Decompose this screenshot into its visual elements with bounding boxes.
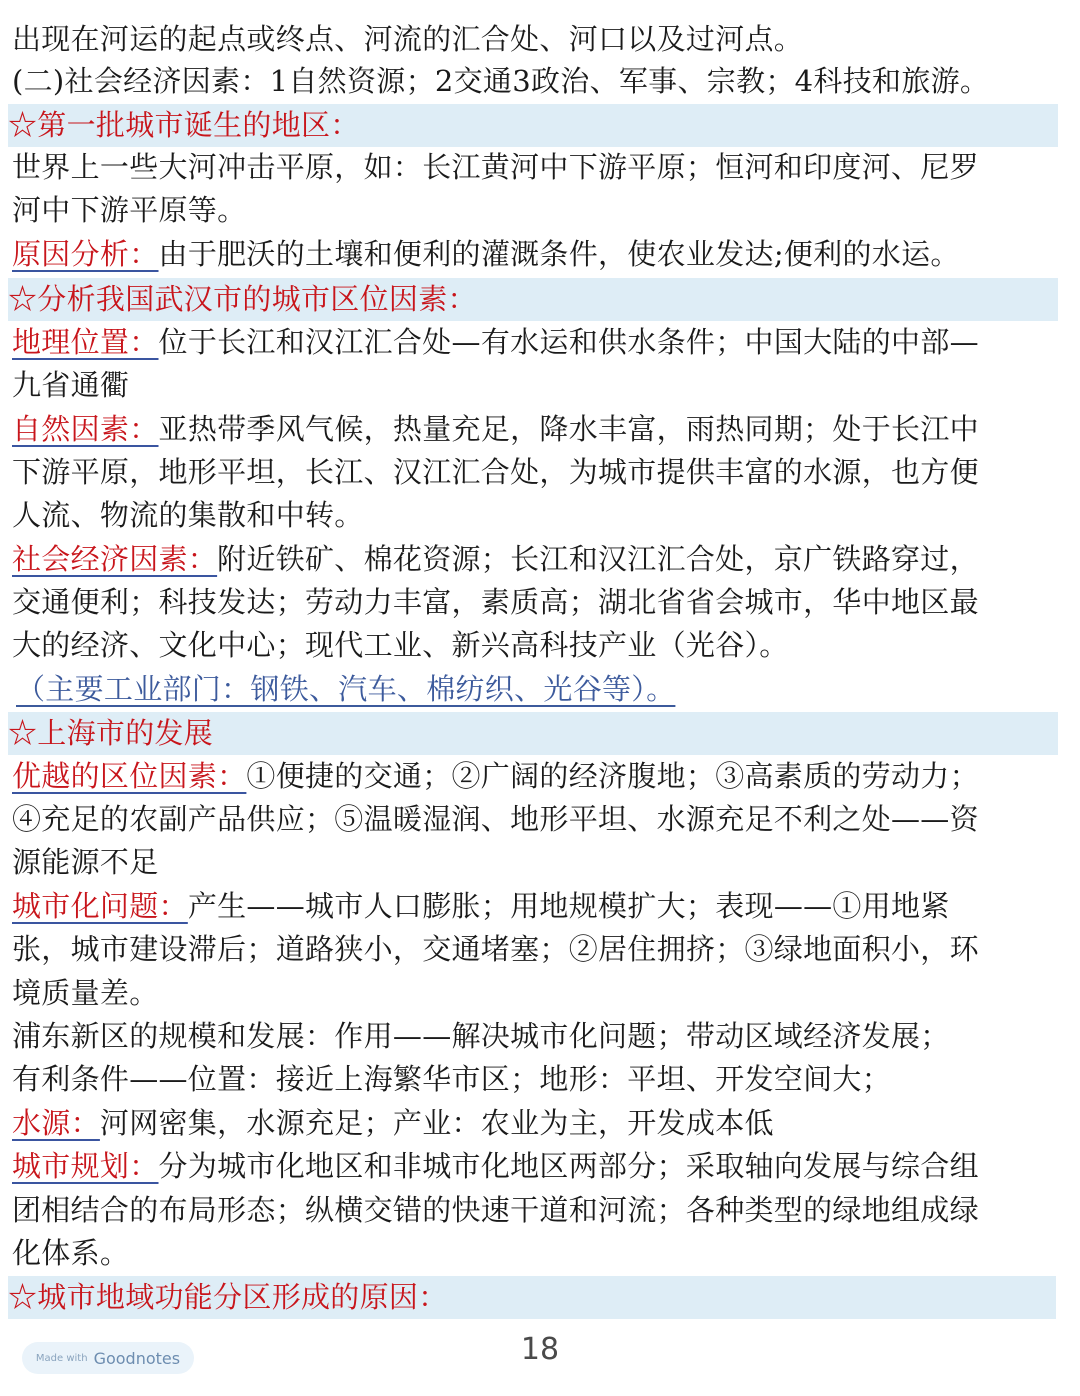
red-label: 原因分析： (12, 237, 159, 271)
text-line (12, 581, 1056, 624)
text-line (12, 451, 1056, 494)
text-line (12, 538, 1056, 581)
text-span: 亚热带季风气候，热量充足，降水丰富，雨热同期；处于长江中 (158, 412, 979, 446)
text-span: 世界上一些大河冲击平原，如：长江黄河中下游平原；恒河和印度河、尼罗 (12, 150, 979, 184)
heading-text: ☆分析我国武汉市的城市区位因素： (8, 282, 477, 316)
text-span: 人流、物流的集散和中转。 (12, 498, 364, 532)
text-line (12, 321, 1056, 364)
text-line (12, 1102, 1056, 1145)
text-line (12, 408, 1056, 451)
text-span: 团相结合的布局形态；纵横交错的快速干道和河流；各种类型的绿地组成绿 (12, 1193, 979, 1227)
text-line (12, 146, 1056, 189)
text-line (12, 189, 1056, 232)
red-label: 社会经济因素： (12, 542, 218, 576)
heading-text: ☆上海市的发展 (8, 716, 214, 750)
text-line (12, 18, 1056, 61)
text-line (12, 1015, 1056, 1058)
text-line (12, 233, 1056, 276)
made-with-text: Made with (35, 1352, 88, 1364)
text-span: 化体系。 (12, 1236, 130, 1270)
text-span: 交通便利；科技发达；劳动力丰富，素质高；湖北省省会城市，华中地区最 (12, 585, 979, 619)
text-line (12, 60, 1056, 103)
text-span: 九省通衢 (12, 368, 130, 402)
text-span: 大的经济、文化中心；现代工业、新兴高科技产业（光谷）。 (12, 628, 789, 662)
heading-text: ☆城市地域功能分区形成的原因： (8, 1280, 448, 1314)
red-label: 水源： (12, 1106, 100, 1140)
section-heading-shanghai (8, 712, 1058, 755)
text-span: 浦东新区的规模和发展：作用——解决城市化问题；带动区域经济发展； (12, 1019, 950, 1053)
section-heading-functional-zones (8, 1276, 1056, 1319)
text-line (16, 668, 1056, 711)
text-line (12, 798, 1056, 841)
text-span: 位于长江和汉江汇合处—有水运和供水条件；中国大陆的中部— (158, 325, 979, 359)
text-line (12, 1145, 1056, 1188)
text-span: 由于肥沃的土壤和便利的灌溉条件，使农业发达;便利的水运。 (158, 237, 960, 271)
text-line (12, 1232, 1056, 1275)
text-line (12, 364, 1056, 407)
section-heading-wuhan (8, 278, 1058, 321)
text-span: 河网密集，水源充足；产业：农业为主，开发成本低 (99, 1106, 774, 1140)
heading-text: ☆第一批城市诞生的地区： (8, 108, 360, 142)
text-line (12, 885, 1056, 928)
text-span: 张，城市建设滞后；道路狭小，交通堵塞；②居住拥挤；③绿地面积小，环 (12, 932, 979, 966)
blue-underlined-text: （主要工业部门：钢铁、汽车、棉纺织、光谷等）。 (16, 672, 676, 706)
text-line (12, 755, 1056, 798)
text-line (12, 972, 1056, 1015)
red-label: 自然因素： (12, 412, 159, 446)
text-span: 河中下游平原等。 (12, 193, 247, 227)
text-span: 分为城市化地区和非城市化地区两部分；采取轴向发展与综合组 (158, 1149, 979, 1183)
red-label: 地理位置： (12, 325, 159, 359)
text-span: 附近铁矿、棉花资源；长江和汉江汇合处，京广铁路穿过， (217, 542, 979, 576)
text-span: ①便捷的交通；②广阔的经济腹地；③高素质的劳动力； (246, 759, 979, 793)
text-span: ④充足的农副产品供应；⑤温暖湿润、地形平坦、水源充足不利之处——资 (12, 802, 979, 836)
text-span: 出现在河运的起点或终点、河流的汇合处、河口以及过河点。 (12, 22, 804, 56)
text-span: 产生——城市人口膨胀；用地规模扩大；表现——①用地紧 (187, 889, 950, 923)
text-span: 下游平原，地形平坦，长江、汉江汇合处，为城市提供丰富的水源，也方便 (12, 455, 979, 489)
red-label: 优越的区位因素： (12, 759, 247, 793)
goodnotes-logo-text: Goodnotes (93, 1348, 181, 1368)
goodnotes-badge[interactable] (22, 1342, 194, 1374)
text-line (12, 624, 1056, 667)
text-line (12, 1058, 1056, 1101)
text-line (12, 494, 1056, 537)
red-label: 城市规划： (12, 1149, 159, 1183)
text-line (12, 928, 1056, 971)
text-line (12, 841, 1056, 884)
page-number: 18 (520, 1332, 560, 1367)
text-span: 有利条件——位置：接近上海繁华市区；地形：平坦、开发空间大； (12, 1062, 892, 1096)
text-span: 源能源不足 (12, 845, 159, 879)
section-heading-first-cities (8, 104, 1058, 147)
red-label: 城市化问题： (12, 889, 188, 923)
text-span: (二)社会经济因素：1自然资源；2交通3政治、军事、宗教；4科技和旅游。 (12, 64, 990, 98)
text-span: 境质量差。 (12, 976, 159, 1010)
text-line (12, 1189, 1056, 1232)
